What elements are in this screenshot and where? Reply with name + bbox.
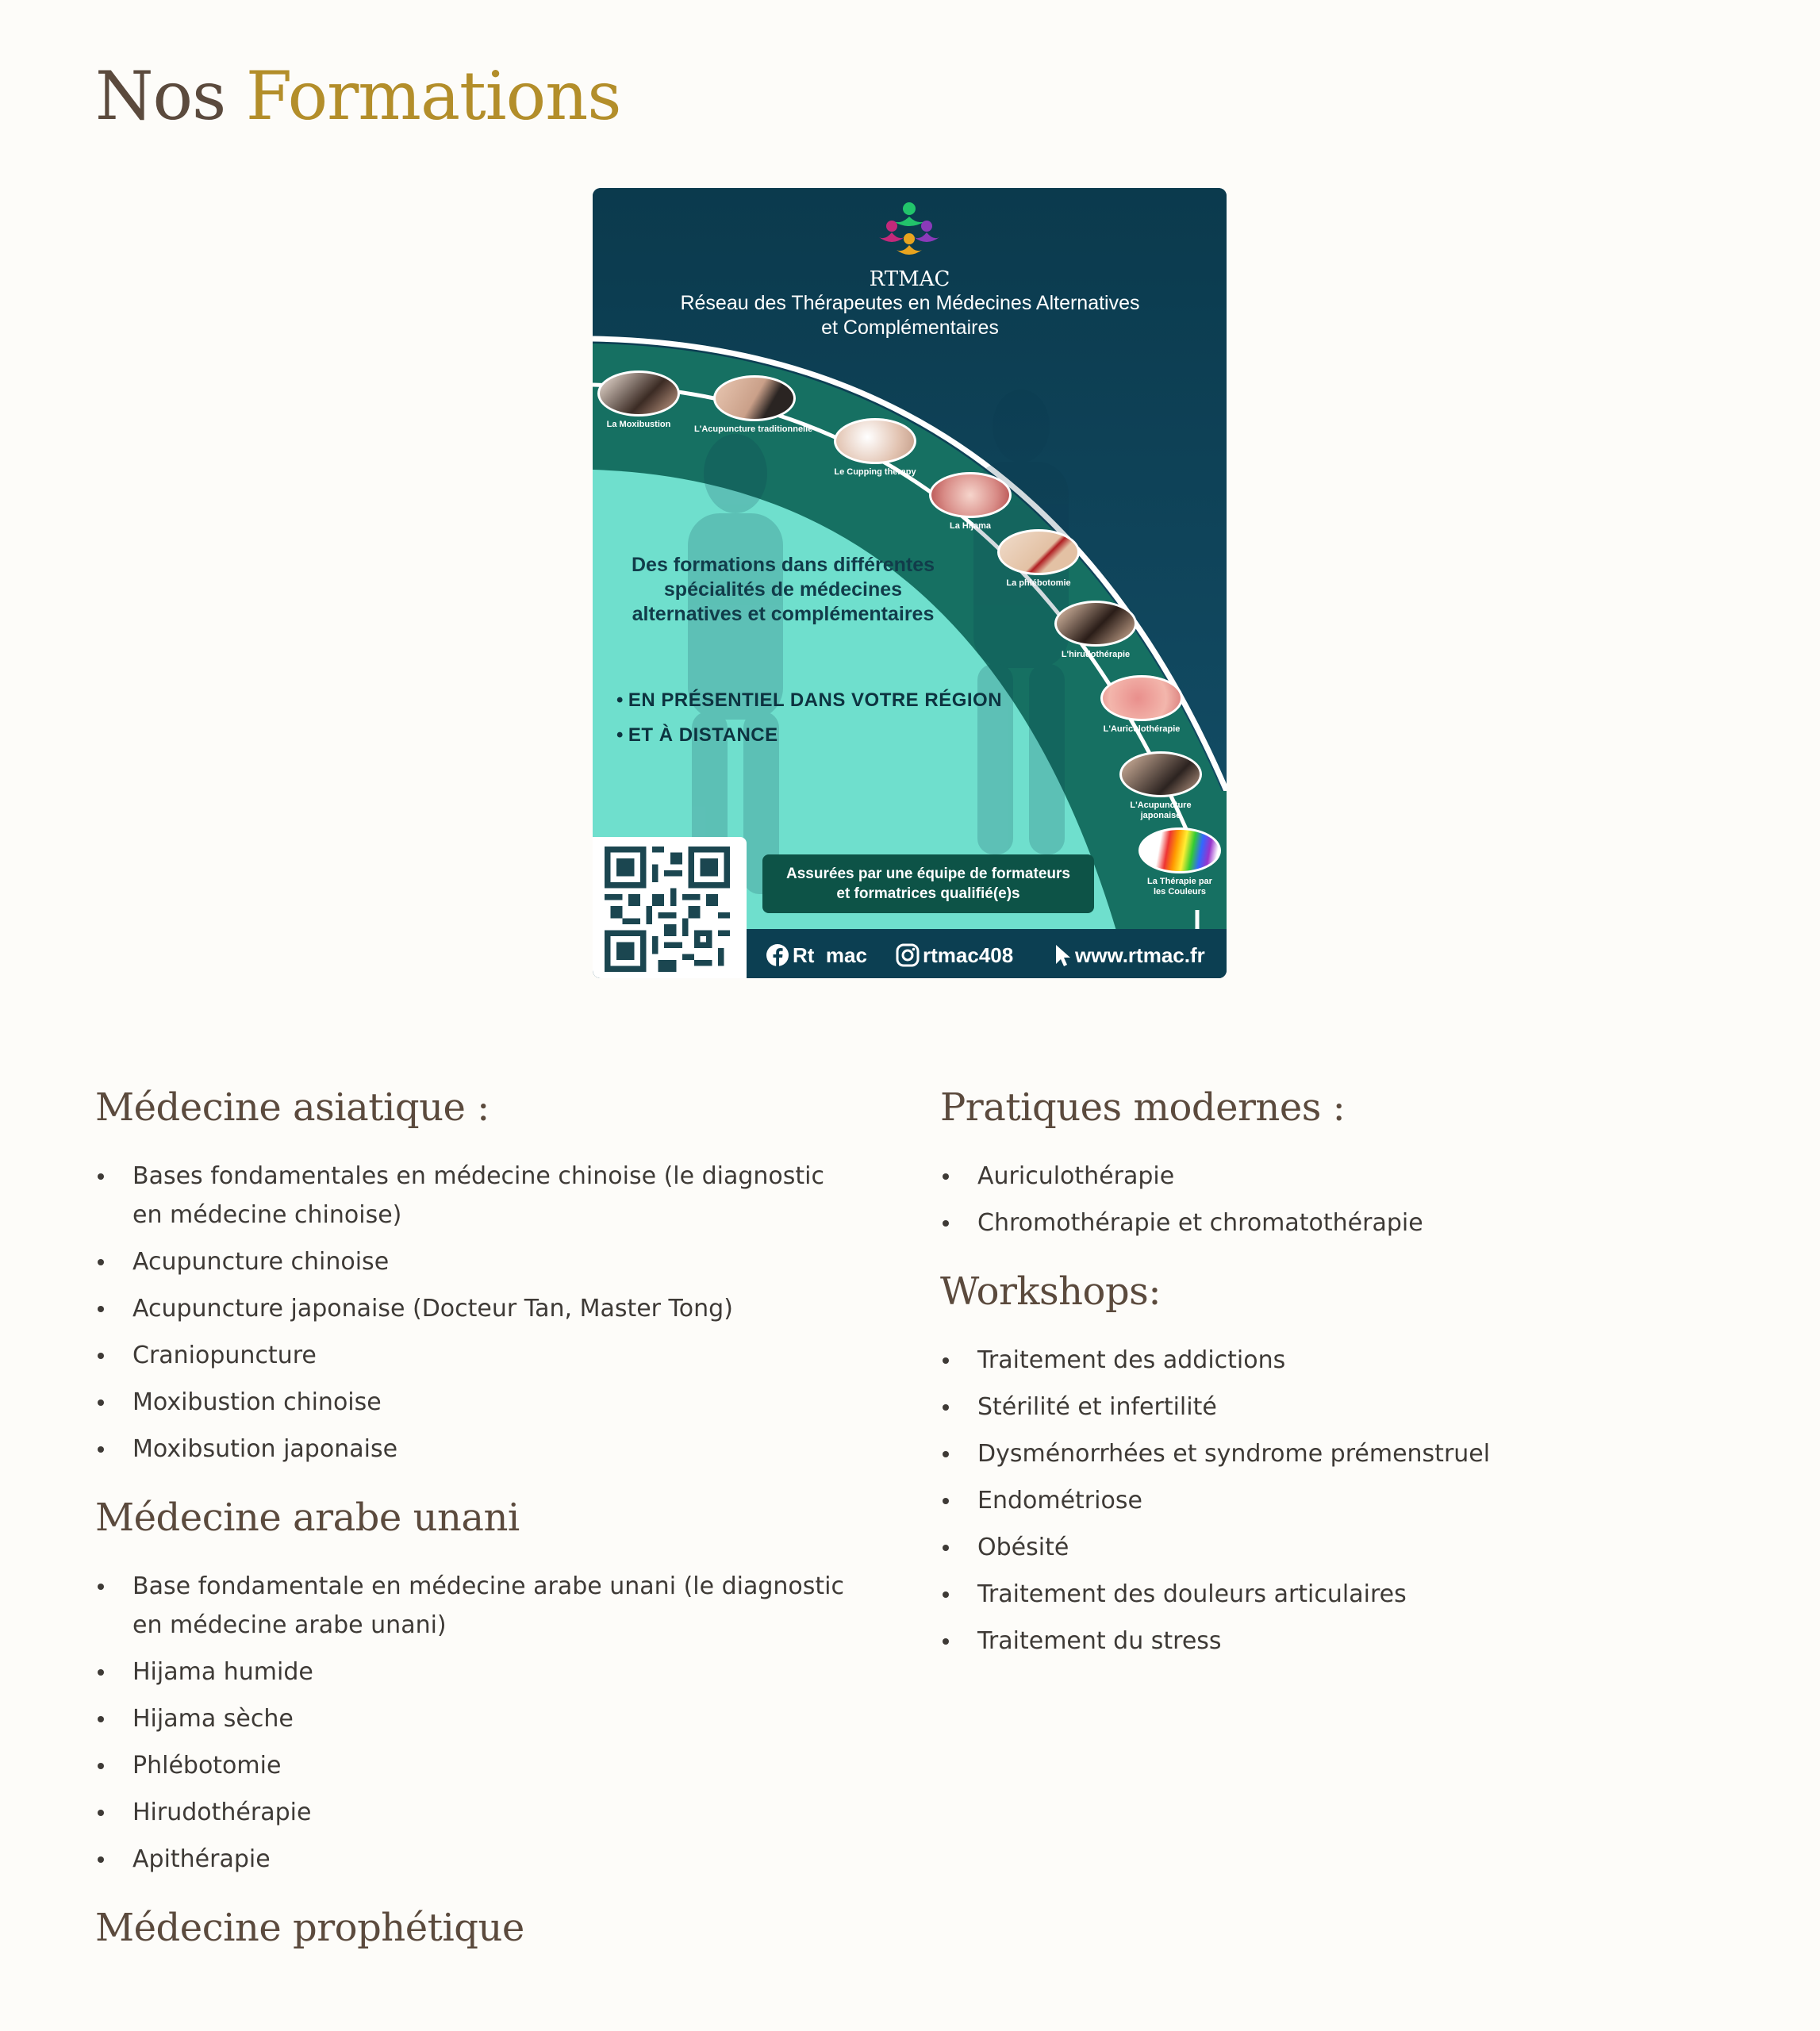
cursor-icon [1054, 943, 1072, 967]
left-column [95, 1085, 857, 1977]
treatment-label-line2: les Couleurs [1153, 887, 1207, 896]
list-item: Acupuncture japonaise (Docteur Tan, Master Tong) [95, 1289, 857, 1328]
treatment-acupuncture [694, 375, 813, 435]
flyer-bullet: • ET À DISTANCE [616, 724, 1002, 747]
treatment-label: La Moxibustion [606, 420, 671, 429]
instagram-handle-text: rtmac408 [923, 943, 1014, 967]
treatment-label [1138, 877, 1221, 897]
flyer-brand: RTMAC [869, 267, 950, 291]
list-item: Stérilité et infertilité [940, 1388, 1718, 1426]
list-item: Hijama sèche [95, 1699, 857, 1738]
treatment-cupping [834, 418, 916, 478]
website-link [1054, 942, 1205, 969]
list-item: Phlébotomie [95, 1746, 857, 1785]
flyer-headline-line2: spécialités de médecines [663, 578, 903, 601]
treatment-label [1119, 800, 1202, 821]
list-item: Moxibsution japonaise [95, 1430, 857, 1469]
treatment-auriculotherapy [1100, 675, 1183, 735]
flyer-bullet: • EN PRÉSENTIEL DANS VOTRE RÉGION [616, 689, 1002, 712]
treatment-hijama [929, 472, 1012, 532]
treatment-label-line2: japonaise [1140, 811, 1181, 820]
section-title-prophetic: Médecine prophétique [95, 1906, 524, 1950]
list-item: Hijama humide [95, 1653, 857, 1691]
treatment-hirudotherapy [1054, 601, 1137, 660]
list-item: Apithérapie [95, 1840, 857, 1879]
treatment-phlebotomy [997, 529, 1080, 589]
asian-medicine-list [95, 1157, 857, 1469]
treatment-label: La phlébotomie [1006, 578, 1071, 588]
section-title-asian: Médecine asiatique : [95, 1085, 490, 1130]
workshops-list [940, 1341, 1718, 1661]
page-title-part1: Nos [95, 57, 226, 135]
treatment-label: L'hirudothérapie [1061, 650, 1131, 659]
qr-code-icon [604, 847, 731, 972]
instagram-handle [896, 942, 1013, 969]
website-text: www.rtmac.fr [1075, 943, 1205, 967]
list-item: Bases fondamentales en médecine chinoise (le diagnostic en médecine chinoise) [95, 1157, 857, 1234]
treatment-label: L'Auriculothérapie [1103, 724, 1181, 734]
flyer-bullets [616, 689, 1002, 759]
list-item: Traitement des addictions [940, 1341, 1718, 1380]
treatment-color-therapy [1138, 827, 1221, 897]
list-item: Hirudothérapie [95, 1793, 857, 1832]
flyer-assured-box [762, 854, 1094, 913]
treatment-label-line1: La Thérapie par [1147, 877, 1212, 886]
treatment-label: La Hijama [950, 521, 991, 531]
page-title-accent: Formations [245, 57, 621, 135]
facebook-handle-text: Rt mac [793, 943, 867, 967]
treatment-label: L'Acupuncture traditionnelle [694, 424, 813, 434]
flyer-assured-line2: et formatrices qualifié(e)s [836, 885, 1020, 902]
flyer-assured-line1: Assurées par une équipe de formateurs [786, 866, 1070, 882]
treatment-japanese-acupuncture [1119, 751, 1202, 821]
list-item: Traitement des douleurs articulaires [940, 1575, 1718, 1614]
list-item: Moxibustion chinoise [95, 1383, 857, 1422]
flyer-headline-line3: alternatives et complémentaires [632, 603, 935, 625]
list-item: Obésité [940, 1528, 1718, 1567]
facebook-icon [766, 943, 789, 967]
list-item: Dysménorrhées et syndrome prémenstruel [940, 1434, 1718, 1473]
list-item: Acupuncture chinoise [95, 1242, 857, 1281]
unani-medicine-list [95, 1567, 857, 1879]
list-item: Auriculothérapie [940, 1157, 1718, 1196]
section-title-modern: Pratiques modernes : [940, 1085, 1346, 1130]
treatment-moxibustion [597, 370, 680, 430]
treatment-label: Le Cupping therapy [834, 467, 916, 477]
flyer-headline-line1: Des formations dans différentes [631, 554, 935, 576]
flyer-subtitle [640, 291, 1180, 340]
list-item: Craniopuncture [95, 1336, 857, 1375]
page-title [95, 57, 620, 135]
list-item: Chromothérapie et chromatothérapie [940, 1204, 1718, 1242]
section-title-workshops: Workshops: [940, 1269, 1161, 1314]
flyer-headline [609, 553, 958, 627]
flyer-subtitle-line1: Réseau des Thérapeutes en Médecines Alternatives [680, 292, 1140, 314]
qr-code [593, 837, 747, 978]
formations-flyer-image [593, 188, 1227, 978]
rtmac-logo [870, 199, 949, 271]
flyer-subtitle-line2: et Complémentaires [821, 317, 999, 339]
section-title-unani: Médecine arabe unani [95, 1495, 520, 1540]
modern-practices-list [940, 1157, 1718, 1242]
list-item: Traitement du stress [940, 1622, 1718, 1661]
right-column [940, 1085, 1718, 1687]
list-item: Base fondamentale en médecine arabe unani (le diagnostic en médecine arabe unani) [95, 1567, 857, 1645]
instagram-icon [896, 943, 920, 967]
facebook-handle [766, 942, 867, 969]
list-item: Endométriose [940, 1481, 1718, 1520]
treatment-label-line1: L'Acupuncture [1130, 800, 1192, 810]
